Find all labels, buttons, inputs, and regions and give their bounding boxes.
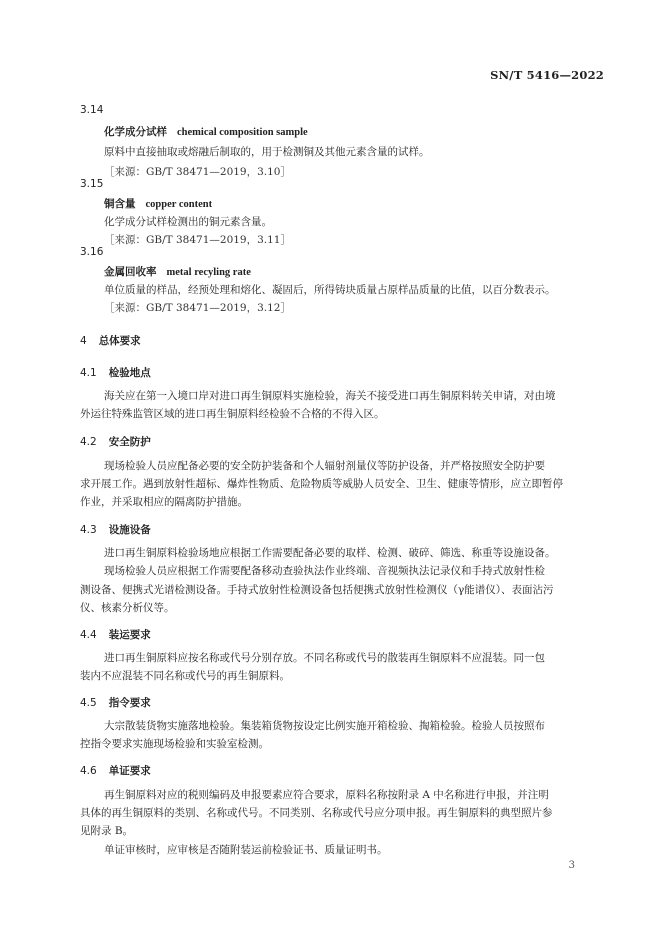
paragraph-line: 外运往特殊监管区域的进口再生铜原料经检验不合格的不得入区。 <box>80 408 385 420</box>
section-title: 总体要求 <box>98 335 141 347</box>
paragraph-line: 测设备、便携式光谱检测设备。手持式放射性检测设备包括便携式放射性检测仪（γ能谱仪）、表面沾污 <box>80 584 554 596</box>
paragraph-line: 求开展工作。遇到放射性超标、爆炸性物质、危险物质等威胁人员安全、卫生、健康等情形，应立即暂停 <box>80 478 563 490</box>
paragraph-line: 作业，并采取相应的隔离防护措施。 <box>80 496 248 508</box>
subsection-title: 设施设备 <box>108 524 151 536</box>
term-heading <box>104 196 212 211</box>
subsection-heading <box>80 763 151 778</box>
paragraph-line: 具体的再生铜原料的类别、名称或代号。不同类别、名称或代号应分项申报。再生铜原料的典型照片参 <box>80 807 553 819</box>
subsection-heading <box>80 365 151 380</box>
term-number: 3.14 <box>80 104 104 116</box>
paragraph-line: 海关应在第一入境口岸对进口再生铜原料实施检验，海关不接受进口再生铜原料转关申请，对由境 <box>104 390 556 402</box>
subsection-heading <box>80 627 151 642</box>
paragraph-line: 控指令要求实施现场检验和实验室检测。 <box>80 738 269 750</box>
paragraph-line: 大宗散装货物实施落地检验。集装箱货物按设定比例实施开箱检验、掏箱检验。检验人员按照布 <box>104 720 545 732</box>
term-english: copper content <box>145 199 213 210</box>
term-chinese: 化学成分试样 <box>104 126 167 138</box>
paragraph-line: 装内不应混装不同名称或代号的再生铜原料。 <box>80 670 290 682</box>
subsection-title: 单证要求 <box>108 765 151 777</box>
paragraph-line: 进口再生铜原料检验场地应根据工作需要配备必要的取样、检测、破碎、筛选、称重等设施设备。 <box>104 547 556 559</box>
subsection-number: 4.5 <box>80 697 97 709</box>
term-heading <box>104 124 308 139</box>
term-definition: 化学成分试样检测出的铜元素含量。 <box>104 216 272 228</box>
term-definition: 单位质量的样品，经预处理和熔化、凝固后，所得铸块质量占原样品质量的比值，以百分数表示。 <box>104 284 556 296</box>
subsection-number: 4.1 <box>80 367 97 379</box>
term-chinese: 金属回收率 <box>104 266 157 278</box>
subsection-number: 4.6 <box>80 765 97 777</box>
subsection-title: 安全防护 <box>108 436 151 448</box>
paragraph-line: 现场检验人员应根据工作需要配备移动查验执法作业终端、音视频执法记录仪和手持式放射性检 <box>104 565 545 577</box>
term-english: chemical composition sample <box>177 127 308 138</box>
term-source: ［来源：GB/T 38471—2019，3.11］ <box>104 234 291 246</box>
term-definition: 原料中直接抽取或熔融后制取的，用于检测铜及其他元素含量的试样。 <box>104 146 430 158</box>
paragraph-line: 再生铜原料对应的税则编码及申报要素应符合要求，原料名称按附录 A 中名称进行申报，并注明 <box>104 789 549 801</box>
subsection-number: 4.3 <box>80 524 97 536</box>
paragraph-line: 现场检验人员应配备必要的安全防护装备和个人辐射剂量仪等防护设备，并严格按照安全防护要 <box>104 460 545 472</box>
subsection-number: 4.4 <box>80 629 97 641</box>
term-number: 3.16 <box>80 246 104 258</box>
subsection-title: 指令要求 <box>108 697 151 709</box>
paragraph-line: 见附录 B。 <box>80 825 134 837</box>
paragraph-line: 单证审核时，应审核是否随附装运前检验证书、质量证明书。 <box>104 844 388 856</box>
subsection-title: 装运要求 <box>108 629 151 641</box>
page-number: 3 <box>568 860 575 871</box>
subsection-title: 检验地点 <box>108 367 151 379</box>
paragraph-line: 仪、核素分析仪等。 <box>80 602 175 614</box>
term-english: metal recyling rate <box>166 267 251 278</box>
term-number: 3.15 <box>80 178 104 190</box>
subsection-number: 4.2 <box>80 436 97 448</box>
term-source: ［来源：GB/T 38471—2019，3.10］ <box>104 166 291 178</box>
term-heading <box>104 264 251 279</box>
section-number: 4 <box>80 335 87 347</box>
document-code: SN/T 5416—2022 <box>490 68 604 82</box>
section-heading <box>80 333 141 348</box>
subsection-heading <box>80 434 151 449</box>
subsection-heading <box>80 695 151 710</box>
subsection-heading <box>80 522 151 537</box>
term-source: ［来源：GB/T 38471—2019，3.12］ <box>104 302 291 314</box>
term-chinese: 铜含量 <box>104 198 136 210</box>
paragraph-line: 进口再生铜原料应按名称或代号分别存放。不同名称或代号的散装再生铜原料不应混装。同一包 <box>104 652 545 664</box>
